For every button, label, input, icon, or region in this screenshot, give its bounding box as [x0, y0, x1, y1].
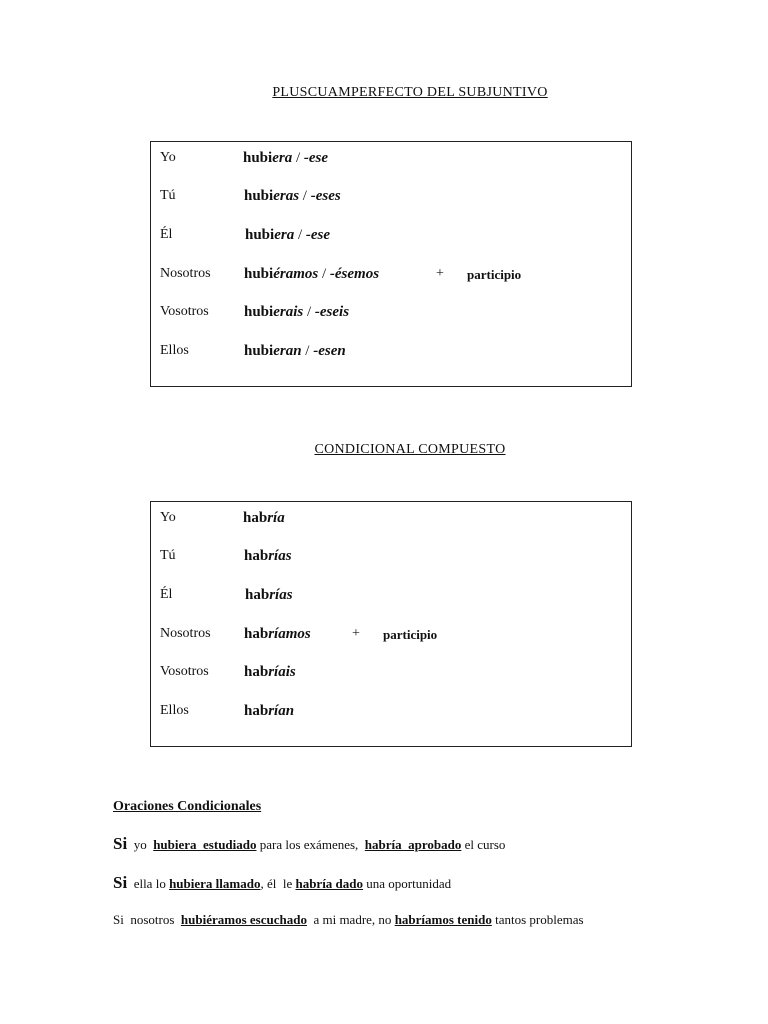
text: ella lo	[133, 876, 166, 891]
stem: hubi	[244, 266, 274, 282]
ending: rían	[268, 703, 295, 719]
conjugation-row	[151, 227, 631, 251]
stem: hubi	[245, 227, 275, 243]
pronoun: Ellos	[160, 703, 189, 718]
ending: eran	[273, 343, 302, 359]
ending: eras	[273, 188, 300, 204]
verb-form	[245, 587, 293, 604]
ending: erais	[273, 304, 304, 320]
conjugation-row	[151, 510, 631, 534]
highlight-condicional: habría dado	[295, 876, 364, 891]
ending: éramos	[273, 266, 319, 282]
pluscuamperfecto-table	[150, 141, 632, 387]
pluscuamperfecto-title: PLUSCUAMPERFECTO DEL SUBJUNTIVO	[272, 85, 548, 100]
pronoun: Nosotros	[160, 266, 211, 281]
conjugation-row	[151, 703, 631, 727]
separator: /	[318, 266, 330, 282]
highlight-pluscuamperfecto: hubiera llamado	[169, 876, 261, 891]
verb-form	[243, 150, 328, 167]
separator: /	[299, 188, 311, 204]
pronoun: Él	[160, 587, 173, 602]
stem: hab	[245, 587, 270, 603]
text: para los exámenes,	[259, 837, 359, 852]
ending: rías	[269, 587, 293, 603]
ending-alt: -ese	[303, 150, 329, 166]
conjugation-row	[151, 548, 631, 572]
highlight-pluscuamperfecto: hubiéramos escuchado	[180, 912, 307, 927]
conjugation-row	[151, 626, 631, 650]
ending: era	[274, 227, 295, 243]
ending: ríais	[268, 664, 296, 680]
stem: hubi	[244, 304, 274, 320]
plus-sign: +	[436, 266, 444, 281]
text: nosotros	[130, 912, 175, 927]
text: , él le	[260, 876, 293, 891]
si-word: Si	[113, 834, 128, 853]
verb-form	[244, 343, 346, 360]
conjugation-row	[151, 343, 631, 367]
ending-alt: -eses	[310, 188, 341, 204]
highlight-condicional: habríamos tenido	[394, 912, 492, 927]
ending: rías	[268, 548, 292, 564]
pronoun: Yo	[160, 150, 176, 165]
verb-form	[244, 664, 296, 681]
stem: hab	[244, 548, 269, 564]
condicional-table	[150, 501, 632, 747]
text: una oportunidad	[366, 876, 452, 891]
separator: /	[294, 227, 306, 243]
verb-form	[243, 510, 285, 527]
separator: /	[303, 304, 315, 320]
ending: ríamos	[268, 626, 311, 642]
verb-form	[244, 188, 341, 205]
pronoun: Tú	[160, 548, 176, 563]
participle-label: participio	[467, 267, 522, 282]
verb-form	[244, 266, 379, 283]
condicional-title: CONDICIONAL COMPUESTO	[314, 442, 506, 457]
ending: ría	[267, 510, 285, 526]
pronoun: Tú	[160, 188, 176, 203]
ending-alt: -esen	[313, 343, 346, 359]
stem: hab	[244, 664, 269, 680]
participle-label: participio	[383, 627, 438, 642]
ending-alt: -ésemos	[329, 266, 380, 282]
plus-sign: +	[352, 626, 360, 641]
pronoun: Ellos	[160, 343, 189, 358]
conjugation-row	[151, 304, 631, 328]
stem: hubi	[244, 188, 274, 204]
text: yo	[133, 837, 147, 852]
stem: hab	[244, 626, 269, 642]
conjugation-row	[151, 266, 631, 290]
stem: hab	[243, 510, 268, 526]
ending-alt: -eseis	[314, 304, 350, 320]
conjugation-row	[151, 664, 631, 688]
stem: hubi	[243, 150, 273, 166]
stem: hab	[244, 703, 269, 719]
conjugation-row	[151, 188, 631, 212]
si-word: Si	[113, 912, 124, 927]
verb-form	[245, 227, 330, 244]
verb-form	[244, 548, 292, 565]
pronoun: Nosotros	[160, 626, 211, 641]
pronoun: Él	[160, 227, 173, 242]
example-sentence-2	[113, 873, 451, 893]
text: el curso	[464, 837, 506, 852]
verb-form	[244, 703, 294, 720]
ending-alt: -ese	[305, 227, 331, 243]
example-sentence-3	[113, 912, 584, 928]
separator: /	[292, 150, 304, 166]
verb-form	[244, 626, 311, 643]
conjugation-row	[151, 150, 631, 174]
highlight-pluscuamperfecto: hubiera estudiado	[153, 837, 257, 852]
stem: hubi	[244, 343, 274, 359]
pronoun: Yo	[160, 510, 176, 525]
conjugation-row	[151, 587, 631, 611]
pronoun: Vosotros	[160, 664, 209, 679]
oraciones-title: Oraciones Condicionales	[113, 799, 262, 814]
separator: /	[301, 343, 314, 359]
si-word: Si	[113, 873, 128, 892]
example-sentence-1	[113, 834, 505, 854]
ending: era	[272, 150, 293, 166]
pronoun: Vosotros	[160, 304, 209, 319]
highlight-condicional: habría aprobado	[364, 837, 462, 852]
verb-form	[244, 304, 349, 321]
text: tantos problemas	[495, 912, 584, 927]
text: a mi madre, no	[313, 912, 392, 927]
